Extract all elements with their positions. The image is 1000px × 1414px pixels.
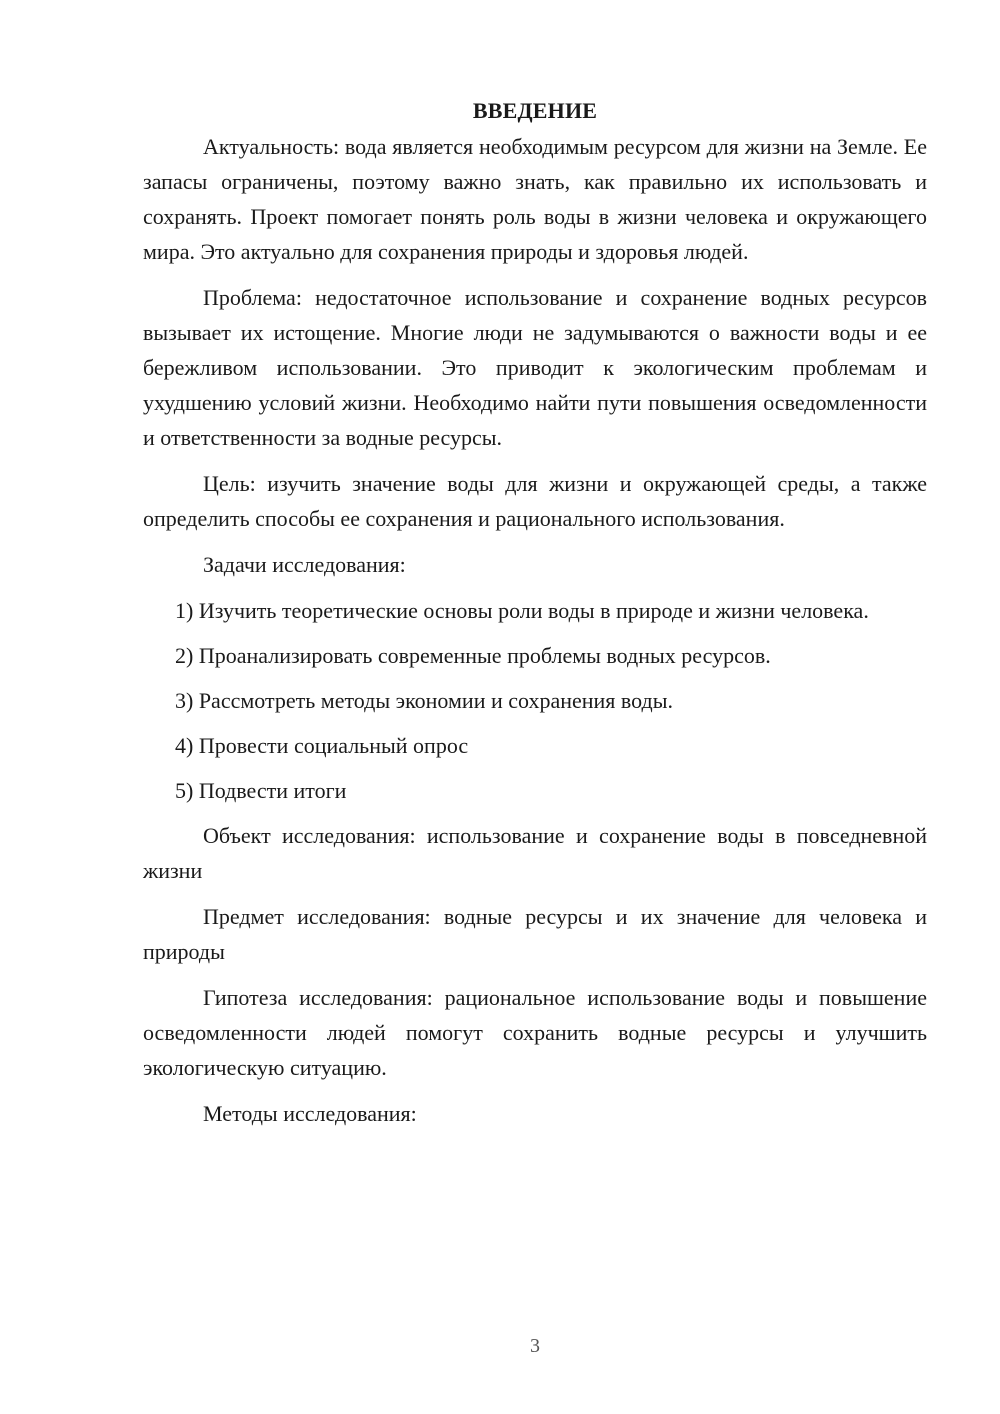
section-title: ВВЕДЕНИЕ xyxy=(472,98,598,123)
paragraph-methods-heading: Методы исследования: xyxy=(203,1101,417,1126)
task-item-4: 4) Провести социальный опрос xyxy=(175,733,469,758)
paragraph-goal: Цель: изучить значение воды для жизни и окружающей среды, а также определить способы ее сохранения и рационального использования. xyxy=(143,471,927,531)
paragraph-object: Объект исследования: использование и сохранение воды в повседневной жизни xyxy=(143,823,927,883)
task-item-2: 2) Проанализировать современные проблемы водных ресурсов. xyxy=(175,643,771,668)
paragraph-subject: Предмет исследования: водные ресурсы и их значение для человека и природы xyxy=(143,904,927,964)
task-item-3: 3) Рассмотреть методы экономии и сохранения воды. xyxy=(175,688,674,713)
task-item-5: 5) Подвести итоги xyxy=(175,778,347,803)
page-content xyxy=(143,94,927,1142)
paragraph-relevance: Актуальность: вода является необходимым ресурсом для жизни на Земле. Ее запасы ограничены, поэтому важно знать, как правильно их использовать и сохранять. Проект помогает понять роль воды в жизни человека и окружающего мира. Это актуально для сохранения природы и здоровья людей. xyxy=(143,134,927,264)
paragraph-tasks-heading: Задачи исследования: xyxy=(203,552,406,577)
paragraph-problem: Проблема: недостаточное использование и сохранение водных ресурсов вызывает их истощение. Многие люди не задумываются о важности воды и ее бережливом использовании. Это приводит к экологическим проблемам и ухудшению условий жизни. Необходимо найти пути повышения осведомленности и ответственности за водные ресурсы. xyxy=(143,285,927,450)
page-number: 3 xyxy=(530,1335,540,1357)
paragraph-hypothesis: Гипотеза исследования: рациональное использование воды и повышение осведомленности людей помогут сохранить водные ресурсы и улучшить экологическую ситуацию. xyxy=(143,985,927,1080)
task-item-1: 1) Изучить теоретические основы роли воды в природе и жизни человека. xyxy=(175,598,869,623)
